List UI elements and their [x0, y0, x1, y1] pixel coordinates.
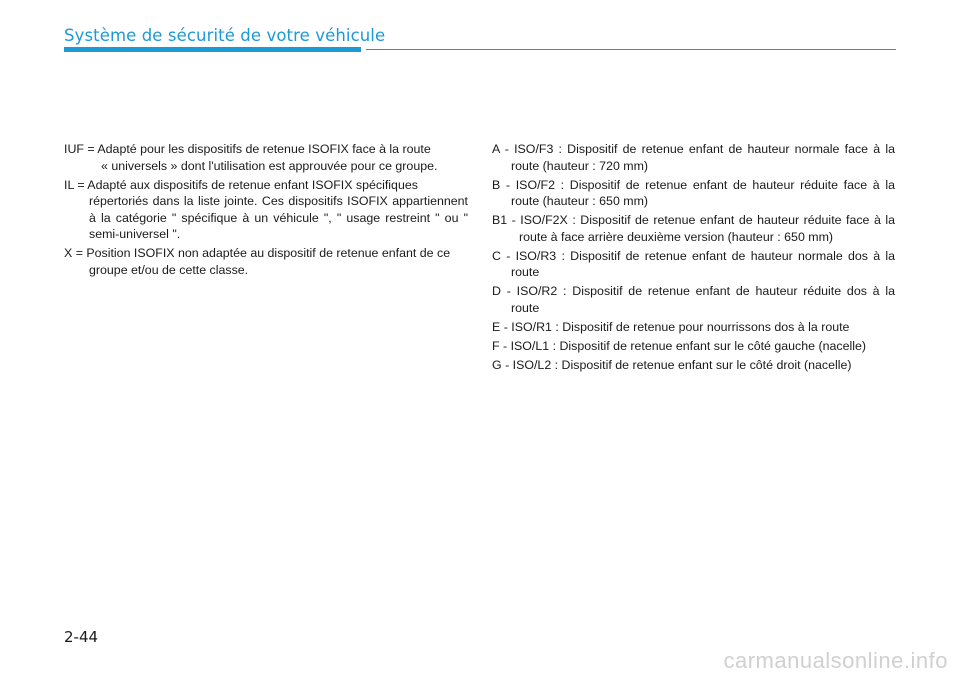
- definition-iuf-continuation: « universels » dont l'utilisation est approuvée pour ce groupe.: [101, 158, 438, 173]
- definition-b1-first-line: B1 - ISO/F2X : Dispositif de retenue enfant de hauteur réduite face à la: [492, 213, 895, 227]
- definition-b1-continuation: route à face arrière deuxième version (hauteur : 650 mm): [519, 229, 834, 244]
- header-accent-bar: [64, 47, 361, 52]
- definition-iuf: [64, 141, 468, 174]
- page-number: 2-44: [64, 628, 99, 646]
- watermark-text: carmanualsonline.info: [723, 648, 948, 673]
- definition-iuf-first-line: IUF = Adapté pour les dispositifs de retenue ISOFIX face à la route: [64, 142, 431, 156]
- definition-b-continuation: route (hauteur : 650 mm): [511, 194, 649, 208]
- definition-e: [492, 319, 895, 336]
- definition-b-first-line: B - ISO/F2 : Dispositif de retenue enfant de hauteur réduite face à la: [492, 177, 895, 192]
- definition-d-continuation: route: [511, 300, 540, 315]
- definition-x-first-line: X = Position ISOFIX non adaptée au dispositif de retenue enfant de ce: [64, 246, 451, 260]
- right-definitions-column: [492, 141, 895, 376]
- definition-f-text: F - ISO/L1 : Dispositif de retenue enfant sur le côté gauche (nacelle): [492, 338, 866, 353]
- definition-il: [64, 177, 468, 243]
- header-rule: [366, 49, 896, 50]
- definition-e-text: E - ISO/R1 : Dispositif de retenue pour nourrissons dos à la route: [492, 319, 850, 334]
- definition-a: [492, 141, 895, 174]
- definition-d: [492, 283, 895, 316]
- definition-x: [64, 245, 468, 278]
- definition-c-continuation: route: [511, 265, 540, 279]
- definition-g-text: G - ISO/L2 : Dispositif de retenue enfant sur le côté droit (nacelle): [492, 357, 852, 372]
- definition-f: [492, 338, 895, 355]
- definition-c: [492, 248, 895, 281]
- definition-a-first-line: A - ISO/F3 : Dispositif de retenue enfant de hauteur normale face à la: [492, 142, 895, 156]
- definition-il-first-line: IL = Adapté aux dispositifs de retenue enfant ISOFIX spécifiques: [64, 177, 418, 192]
- definition-b1: [492, 212, 895, 245]
- left-definitions-column: [64, 141, 468, 281]
- definition-g: [492, 357, 895, 374]
- page-header-title: Système de sécurité de votre véhicule: [64, 26, 386, 45]
- definition-c-first-line: C - ISO/R3 : Dispositif de retenue enfant de hauteur normale dos à la: [492, 248, 895, 263]
- definition-d-first-line: D - ISO/R2 : Dispositif de retenue enfant de hauteur réduite dos à la: [492, 284, 895, 298]
- definition-x-continuation: groupe et/ou de cette classe.: [89, 262, 249, 277]
- definition-b: [492, 177, 895, 210]
- definition-il-continuation: répertoriés dans la liste jointe. Ces dispositifs ISOFIX appartiennent à la catégorie " spécifique à un véhicule ", " usage restreint " ou " semi-universel ".: [89, 194, 468, 241]
- definition-a-continuation: route (hauteur : 720 mm): [511, 158, 649, 173]
